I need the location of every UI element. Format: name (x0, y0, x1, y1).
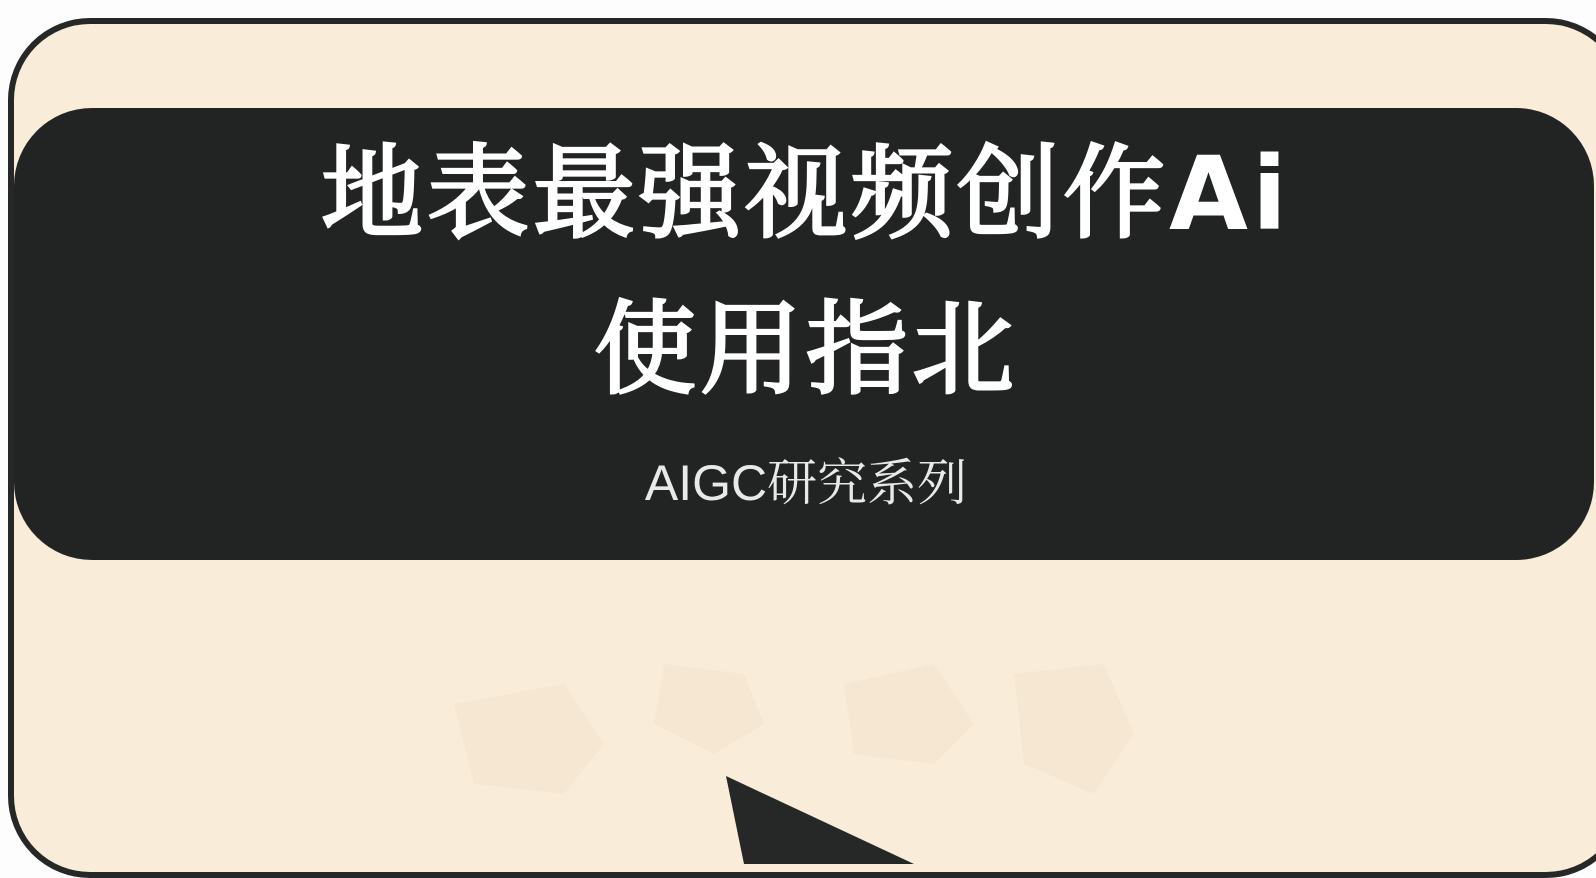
page-title-line-1: 地表最强视频创作Ai (321, 135, 1291, 254)
subtitle: AIGC研究系列 (644, 455, 968, 511)
paper-plane-icon (414, 644, 1174, 864)
title-banner (14, 108, 1594, 560)
page-title-line-2: 使用指北 (594, 291, 1018, 410)
plane-tip (726, 776, 914, 864)
cover-card (8, 18, 1596, 878)
watermark-shapes (454, 664, 1134, 794)
